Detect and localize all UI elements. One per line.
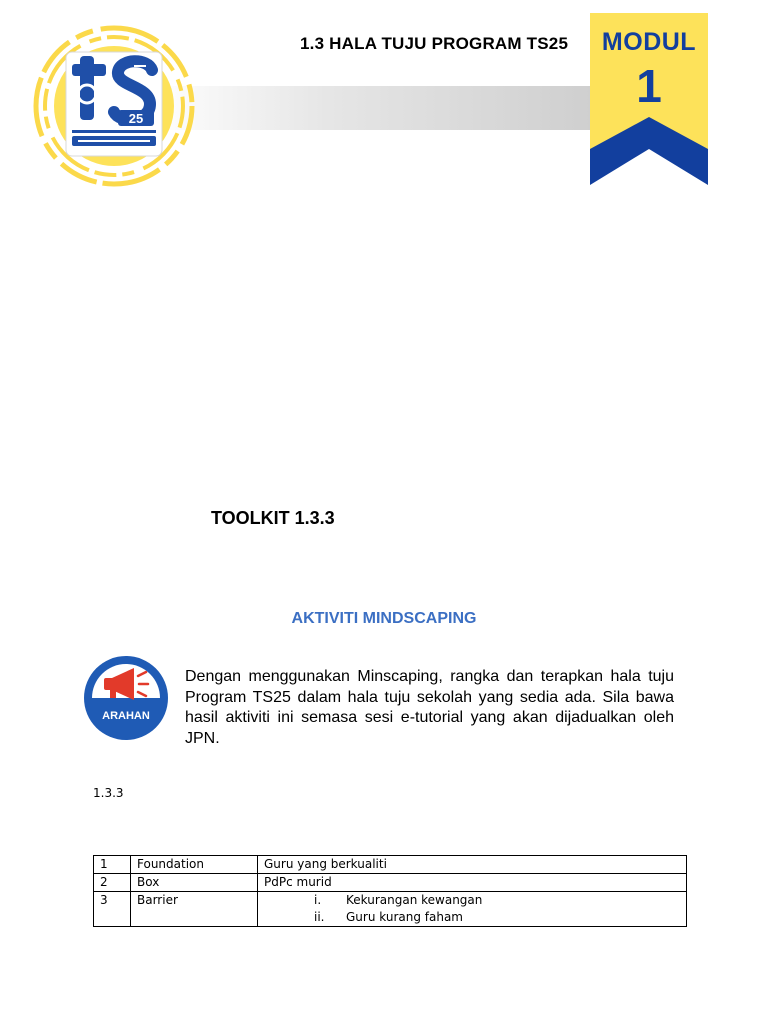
ts25-logo — [24, 24, 204, 188]
modul-label: MODUL — [601, 28, 697, 56]
page-header-title: 1.3 HALA TUJU PROGRAM TS25 — [300, 34, 569, 53]
list-marker: i. — [314, 893, 322, 907]
modul-number: 1 — [636, 60, 662, 112]
toolkit-title: TOOLKIT 1.3.3 — [211, 508, 335, 528]
megaphone-icon — [82, 656, 170, 740]
list-marker: ii. — [314, 910, 325, 924]
list-item — [264, 909, 680, 926]
row-detail-list — [258, 892, 687, 927]
table-row — [94, 874, 687, 892]
table-row — [94, 856, 687, 874]
row-detail: Guru yang berkualiti — [258, 856, 687, 874]
arahan-label: ARAHAN — [102, 710, 150, 722]
row-category: Box — [131, 874, 258, 892]
row-number: 3 — [94, 892, 131, 927]
section-number: 1.3.3 — [93, 786, 124, 800]
header-band — [150, 86, 592, 130]
list-item-text: Guru kurang faham — [346, 910, 463, 924]
activity-title: AKTIVITI MINDSCAPING — [291, 610, 477, 627]
barrier-list — [264, 892, 680, 926]
table-row — [94, 892, 687, 927]
row-category: Barrier — [131, 892, 258, 927]
row-number: 2 — [94, 874, 131, 892]
row-detail: PdPc murid — [258, 874, 687, 892]
instruction-paragraph: Dengan menggunakan Minscaping, rangka dan terapkan hala tuju Program TS25 dalam hala tuju sekolah yang sedia ada. Sila bawa hasil aktiviti ini semasa sesi e-tutorial yang akan dijadualkan oleh JPN. — [185, 668, 674, 747]
row-number: 1 — [94, 856, 131, 874]
row-category: Foundation — [131, 856, 258, 874]
mindscaping-table — [93, 855, 687, 927]
list-item-text: Kekurangan kewangan — [346, 893, 483, 907]
list-item — [264, 892, 680, 909]
svg-text:25: 25 — [128, 111, 144, 126]
